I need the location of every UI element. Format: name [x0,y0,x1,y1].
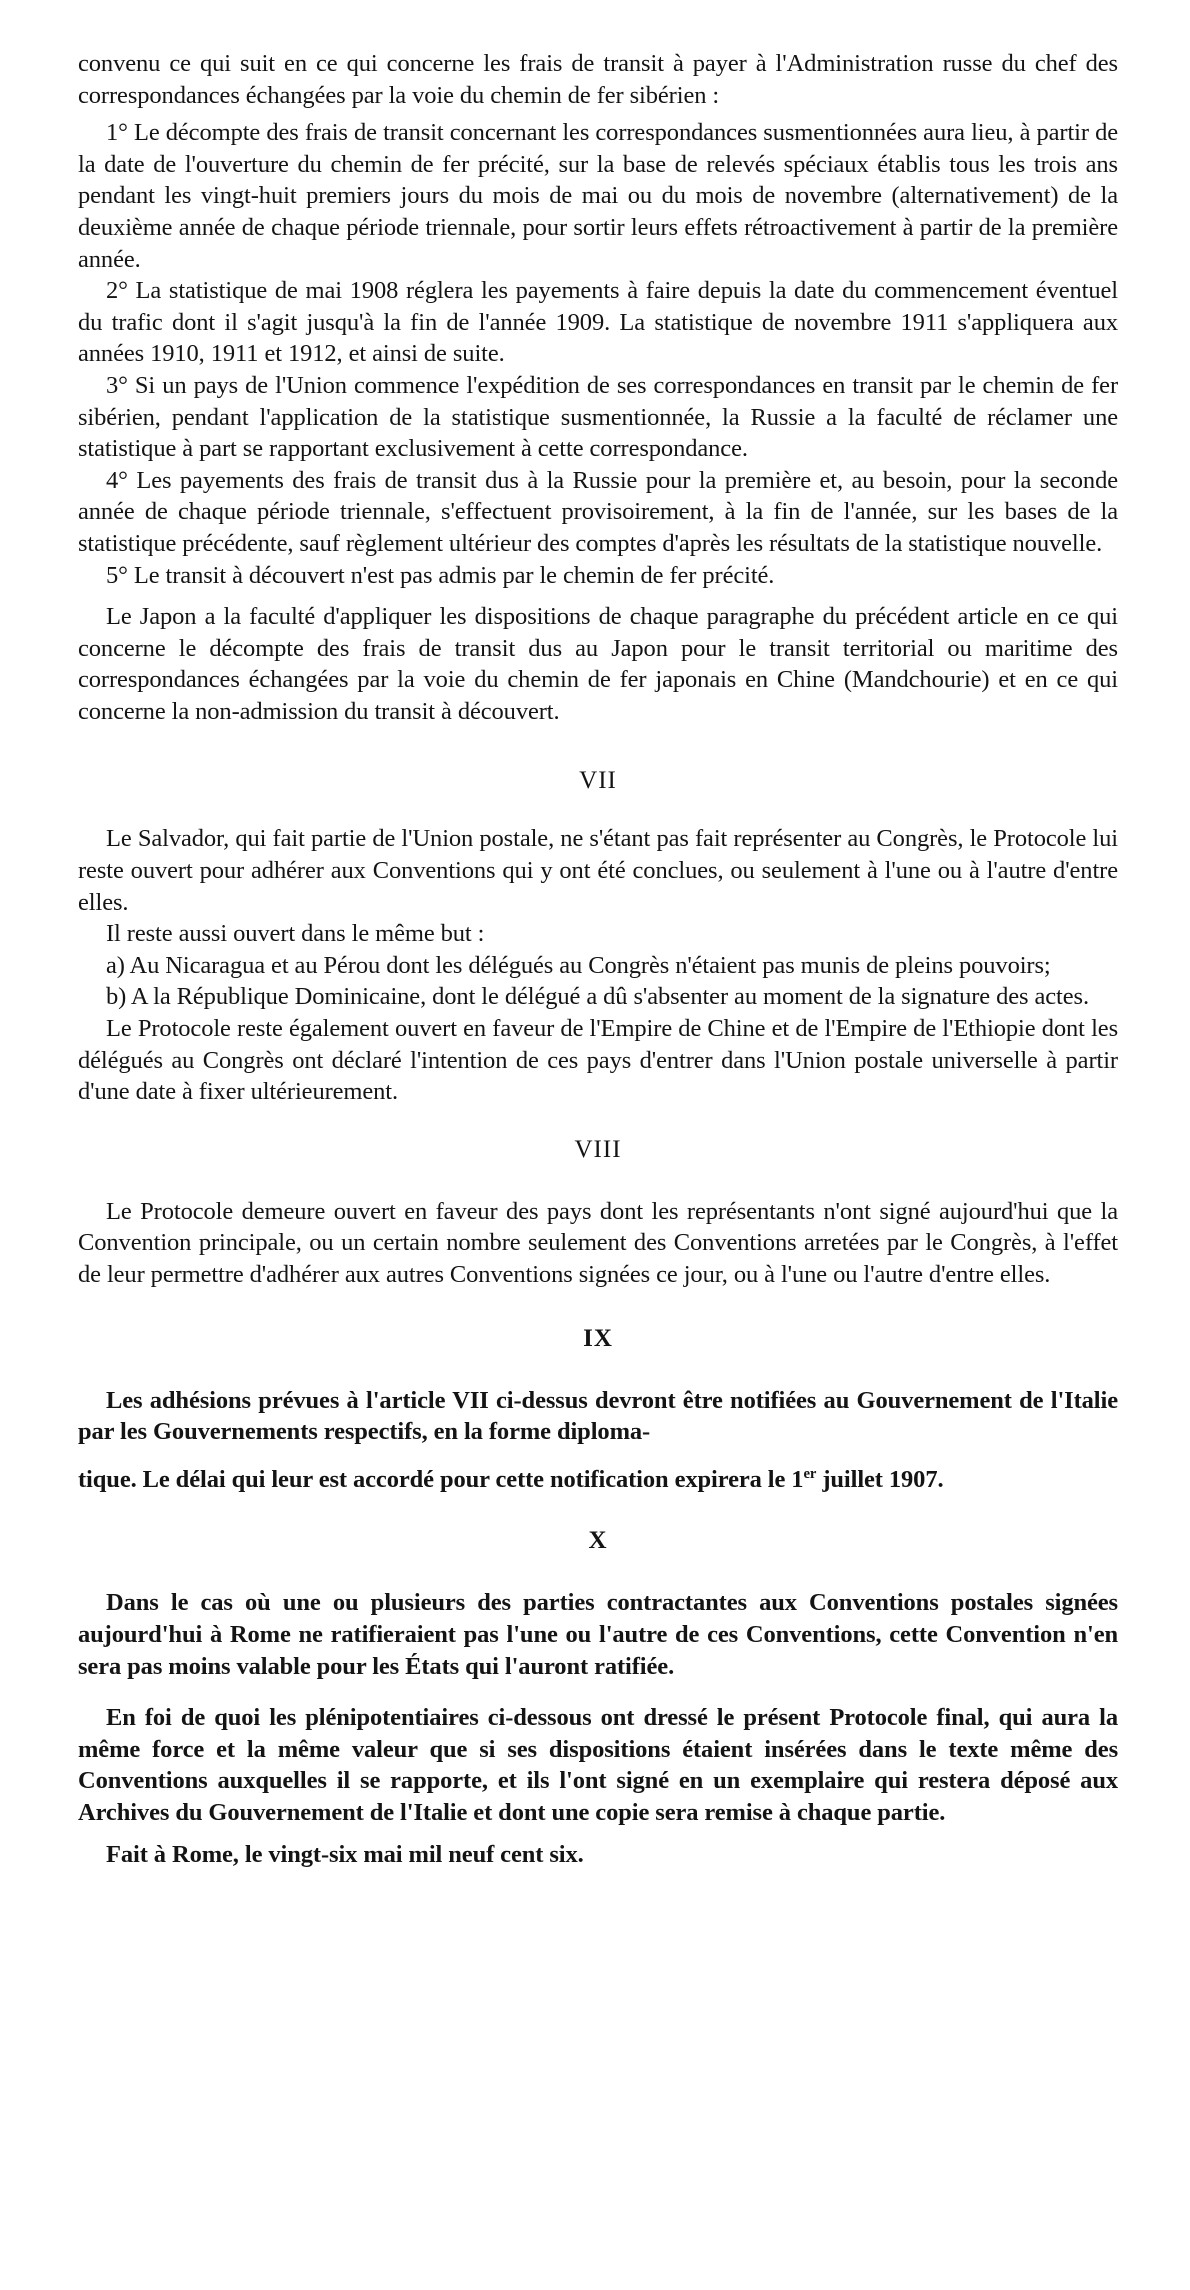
item-2-paragraph: 2° La statistique de mai 1908 réglera les payements à faire depuis la date du commencement éventuel du trafic dont il s'agit jusqu'à la fin de l'année 1909. La statistique de novembre 1911 s'appliquera aux années 1910, 1911 et 1912, et ainsi de suite. [78,277,1118,368]
section-vii-paragraph-3: Le Protocole reste également ouvert en faveur de l'Empire de Chine et de l'Empire de l'Ethiopie dont les délégués au Congrès ont déclaré l'intention de ces pays d'entrer dans l'Union postale universelle à partir d'une date à fixer ultérieurement. [78,1015,1118,1106]
item-5-paragraph: 5° Le transit à découvert n'est pas admis par le chemin de fer précité. [106,561,775,589]
section-vii-item-a: a) Au Nicaragua et au Pérou dont les délégués au Congrès n'étaient pas munis de pleins pouvoirs; [106,951,1051,979]
section-heading-x: X [588,1527,608,1555]
section-viii-paragraph-1: Le Protocole demeure ouvert en faveur des pays dont les représentants n'ont signé aujourd'hui que la Convention principale, ou un certain nombre seulement des Conventions arretées par le Congrès, à l'effet de leur permettre d'adhérer aux autres Conventions signées ce jour, ou à l'une ou l'autre d'entre elles. [78,1197,1118,1288]
section-vii-paragraph-2: Il reste aussi ouvert dans le même but : [106,920,485,948]
item-3-paragraph: 3° Si un pays de l'Union commence l'expédition de ses correspondances en transit par le chemin de fer sibérien, pendant l'application de la statistique susmentionnée, la Russie a la faculté de réclamer une statistique à part se rapportant exclusivement à cette correspondance. [78,371,1118,463]
section-vii-paragraph-1: Le Salvador, qui fait partie de l'Union postale, ne s'étant pas fait représenter au Congrès, le Protocole lui reste ouvert pour adhérer aux Conventions qui y ont été conclues, ou seulement à l'une ou à l'autre d'entre elles. [78,825,1118,916]
section-x-paragraph-2: En foi de quoi les plénipotentiaires ci-dessous ont dressé le présent Protocole final, qui aura la même force et la même valeur que si ses dispositions étaient insérées dans le texte même des Conventions auxquelles il se rapporte, et ils l'ont signé en un exemplaire qui restera déposé aux Archives du Gouvernement de l'Italie et dont une copie sera remise à chaque partie. [78,1704,1118,1826]
intro-paragraph: convenu ce qui suit en ce qui concerne les frais de transit à payer à l'Administration russe du chef des correspondances échangées par la voie du chemin de fer sibérien : [78,50,1118,109]
section-ix-text-post: juillet 1907. [816,1465,944,1493]
section-ix-paragraph-1a: Les adhésions prévues à l'article VII ci-dessus devront être notifiées au Gouvernement de l'Italie par les Gouvernements respectifs, en la forme diploma- [78,1386,1118,1446]
japon-paragraph: Le Japon a la faculté d'appliquer les dispositions de chaque paragraphe du précédent article en ce qui concerne le décompte des frais de transit dus au Japon pour le transit territorial ou maritime des correspondances échangées par la voie du chemin de fer japonais en Chine (Mandchourie) et en ce qui concerne la non-admission du transit à découvert. [78,603,1118,725]
section-ix-superscript: er [803,1465,817,1482]
section-ix-paragraph-1b [78,1464,1118,1496]
section-vii-item-b: b) A la République Dominicaine, dont le délégué a dû s'absenter au moment de la signature des actes. [106,983,1089,1011]
item-4-paragraph: 4° Les payements des frais de transit dus à la Russie pour la première et, au besoin, pour la seconde année de chaque période triennale, s'effectuent provisoirement, à la fin de l'année, sur les bases de la statistique précédente, sauf règlement ultérieur des comptes d'après les résultats de la statistique nouvelle. [78,466,1118,557]
section-heading-vii: VII [579,767,617,795]
section-heading-ix: IX [583,1324,613,1352]
item-1-paragraph: 1° Le décompte des frais de transit concernant les correspondances susmentionnées aura lieu, à partir de la date de l'ouverture du chemin de fer précité, sur la base de relevés spéciaux établis tous les trois ans pendant les vingt-huit premiers jours du mois de mai ou du mois de novembre (alternativement) de la deuxième année de chaque période triennale, pour sortir leurs effets rétroactivement à partir de la première année. [78,119,1118,273]
section-ix-text-pre: tique. Le délai qui leur est accordé pour cette notification expirera le 1 [78,1465,804,1493]
section-x-paragraph-1: Dans le cas où une ou plusieurs des parties contractantes aux Conventions postales signées aujourd'hui à Rome ne ratifieraient pas l'une ou l'autre de ces Conventions, cette Convention n'en sera pas moins valable pour les États qui l'auront ratifiée. [78,1589,1118,1680]
document-page [78,48,1118,1870]
section-heading-viii: VIII [574,1135,622,1163]
closing-line: Fait à Rome, le vingt-six mai mil neuf cent six. [106,1840,584,1868]
